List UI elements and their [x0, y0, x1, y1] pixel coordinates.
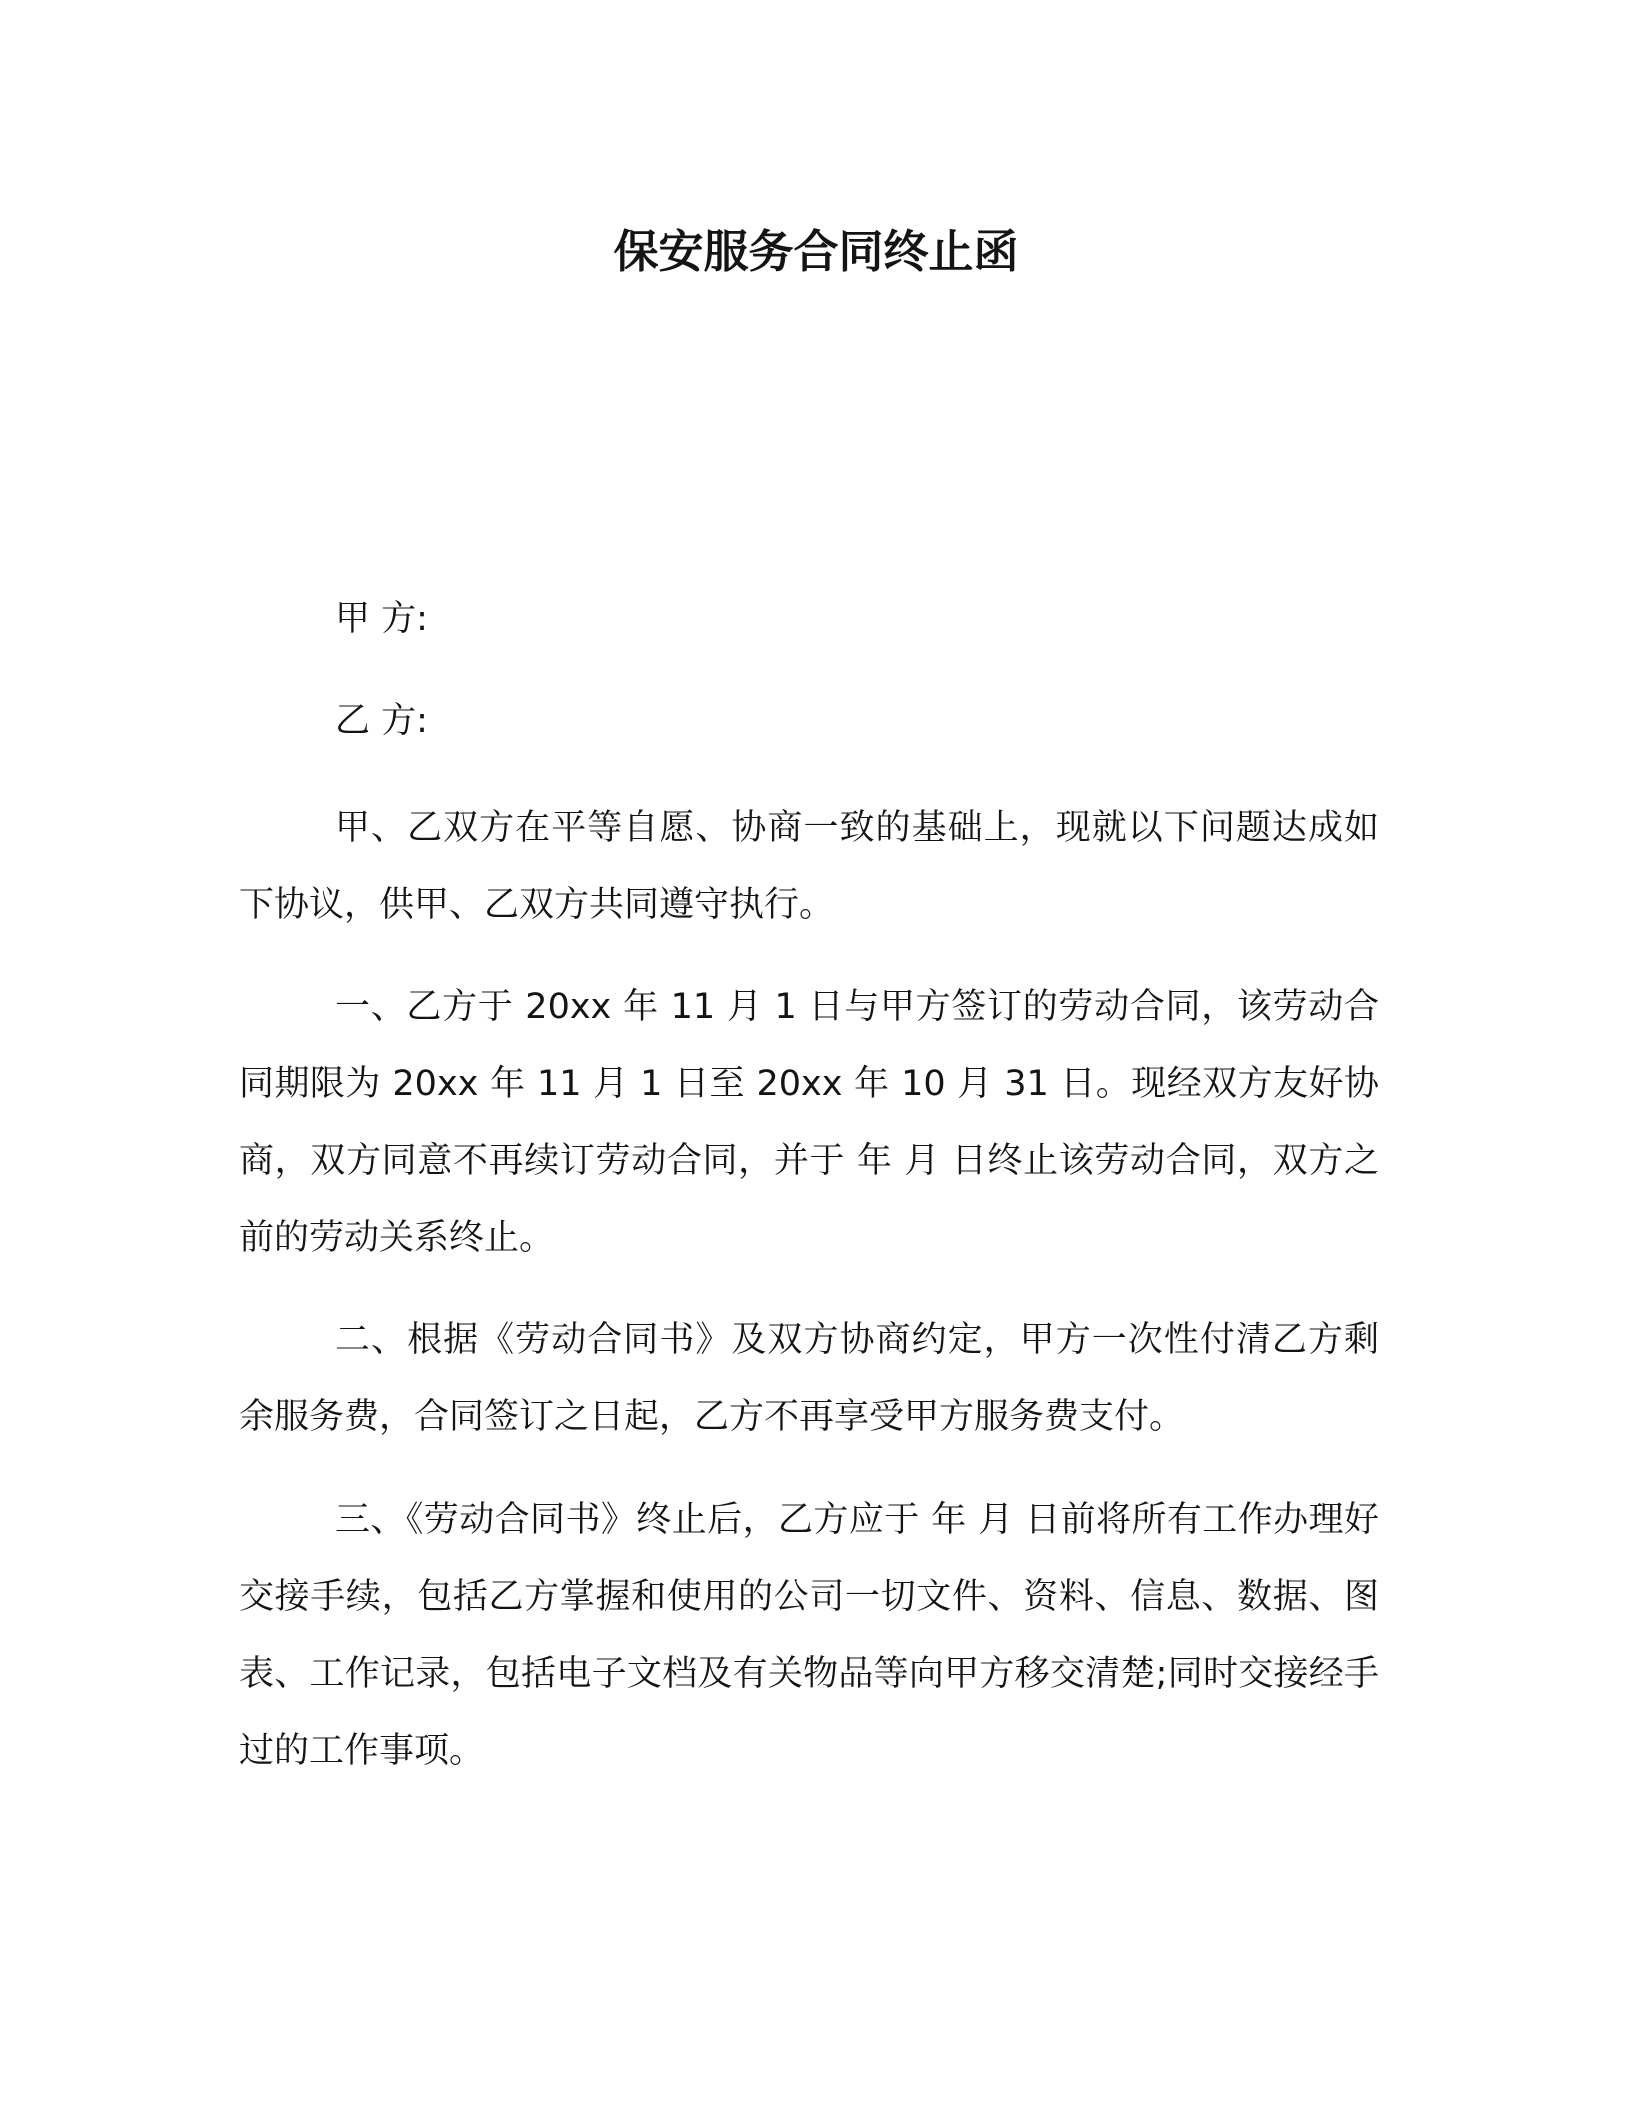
clause-one-paragraph: 一、乙方于 20xx 年 11 月 1 日与甲方签订的劳动合同，该劳动合同期限为 20xx 年 11 月 1 日至 20xx 年 10 月 31 日。现经双方友好协商，双方同意不再续订劳动合同，并于 年 月 日终止该劳动合同，双方之前的劳动关系终止。	[239, 987, 1379, 1258]
intro-paragraph: 甲、乙双方在平等自愿、协商一致的基础上，现就以下问题达成如下协议，供甲、乙双方共同遵守执行。	[239, 808, 1379, 925]
clause-three-paragraph: 三、《劳动合同书》终止后，乙方应于 年 月 日前将所有工作办理好交接手续，包括乙方掌握和使用的公司一切文件、资料、信息、数据、图表、工作记录，包括电子文档及有关物品等向甲方移交清楚;同时交接经手过的工作事项。	[239, 1500, 1379, 1771]
party-a-label: 甲 方:	[335, 599, 428, 639]
clause-two-paragraph: 二、根据《劳动合同书》及双方协商约定，甲方一次性付清乙方剩余服务费，合同签订之日起，乙方不再享受甲方服务费支付。	[239, 1320, 1379, 1437]
document-title: 保安服务合同终止函	[613, 225, 1019, 278]
party-b-label: 乙 方:	[335, 701, 428, 741]
